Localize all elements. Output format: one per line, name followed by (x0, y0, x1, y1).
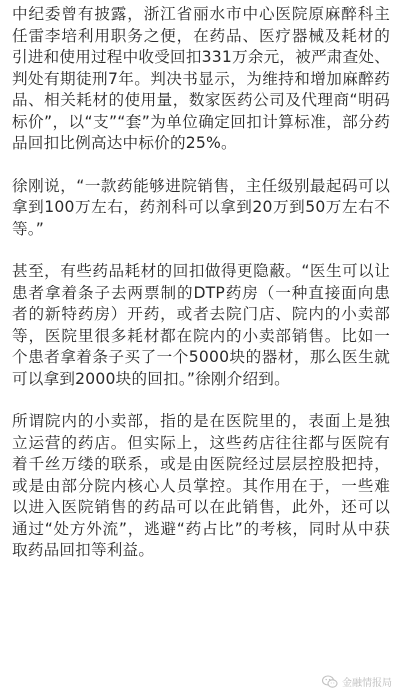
paragraph-2: 徐刚说，“一款药能够进院销售，主任级别最起码可以拿到100万左右，药剂科可以拿到20万到50万左右不等。” (12, 176, 390, 238)
wechat-icon (322, 675, 338, 689)
source-watermark (322, 674, 392, 689)
paragraph-4: 所谓院内的小卖部，指的是在医院里的，表面上是独立运营的药店。但实际上，这些药店往往都与医院有着千丝万缕的联系，或是由医院经过层层控股把持，或是由部分院内核心人员掌控。其作用在于，一些难以进入医院销售的药品可以在此销售，此外，还可以通过“处方外流”，逃避“药占比”的考核，同时从中获取药品回扣等利益。 (12, 412, 390, 559)
paragraph-spacer (12, 240, 390, 261)
paragraph-spacer (12, 390, 390, 411)
paragraph-spacer (12, 155, 390, 176)
paragraph-3: 甚至，有些药品耗材的回扣做得更隐蔽。“医生可以让患者拿着条子去两票制的DTP药房（一种直接面向患者的新特药房）开药，或者去院门店、院内的小卖部等，医院里很多耗材都在院内的小卖部销售。比如一个患者拿着条子买了一个5000块的器材，那么医生就可以拿到2000块的回扣。”徐刚介绍到。 (12, 262, 390, 388)
paragraph-1: 中纪委曾有披露，浙江省丽水市中心医院原麻醉科主任雷李培利用职务之便，在药品、医疗器械及耗材的引进和使用过程中收受回扣331万余元，被严肃查处、判处有期徒刑7年。判决书显示，为维持和增加麻醉药品、相关耗材的使用量，数家医药公司及代理商“明码标价”，以“支”“套”为单位确定回扣计算标准，部分药品回扣比例高达中标价的25%。 (12, 5, 390, 152)
article-body (12, 4, 390, 562)
watermark-text: 金融情报局 (342, 678, 392, 689)
